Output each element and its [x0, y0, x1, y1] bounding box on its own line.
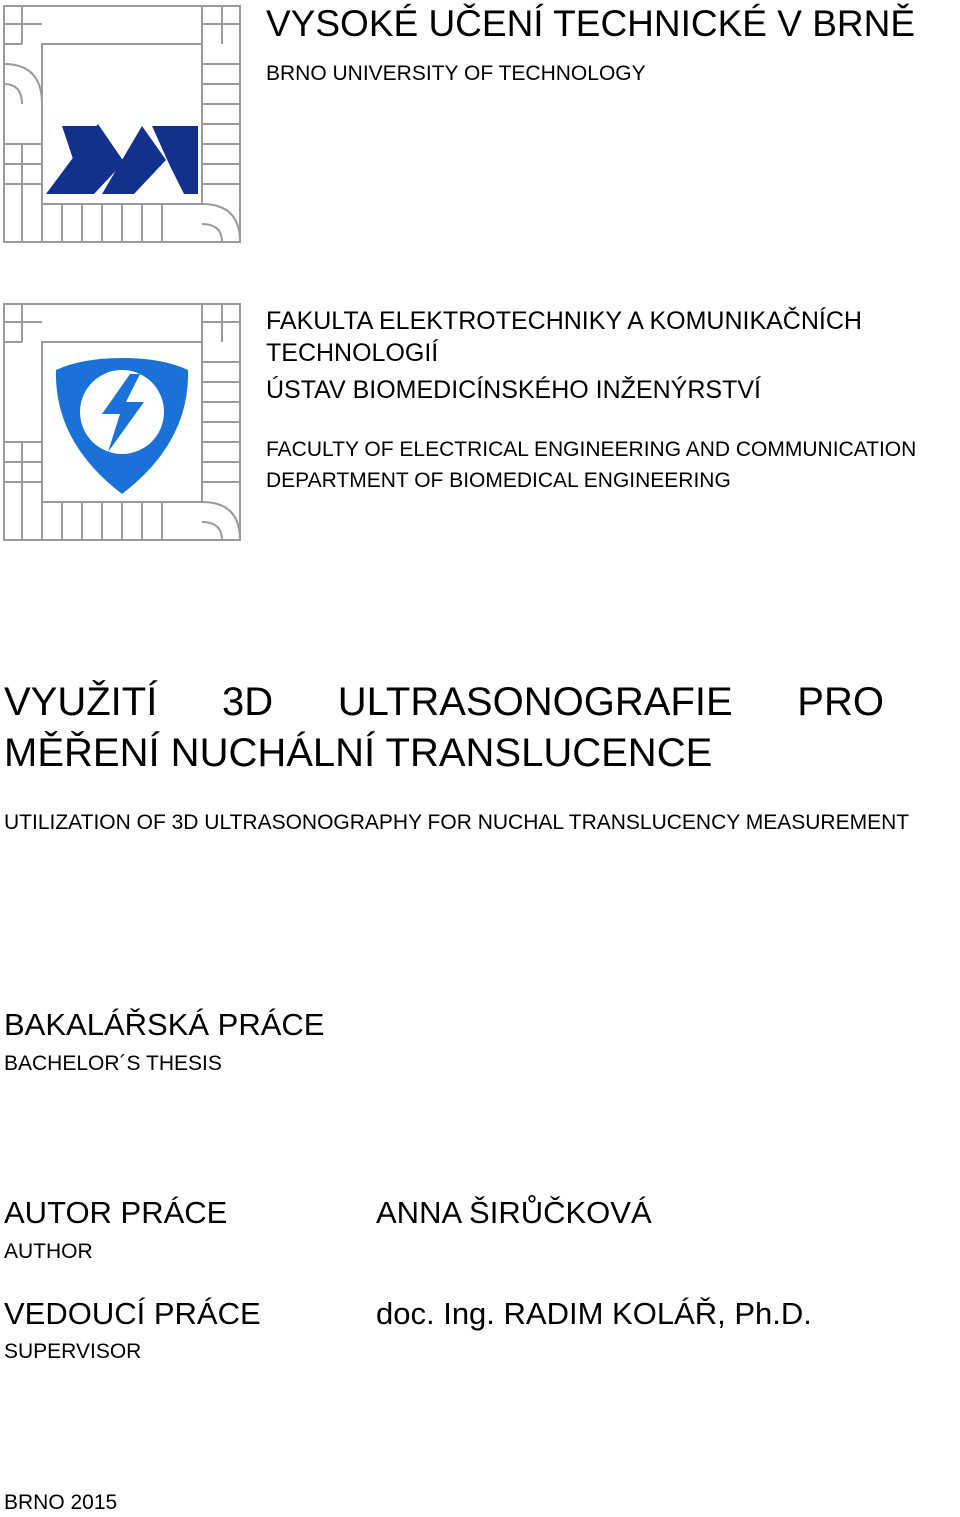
- title-word: ULTRASONOGRAFIE: [337, 680, 733, 724]
- university-logo-icon: [2, 4, 242, 244]
- author-label-cz: AUTOR PRÁCE: [4, 1195, 228, 1230]
- title-word: VYUŽITÍ: [4, 680, 158, 724]
- thesis-title-cz-line2: MĚŘENÍ NUCHÁLNÍ TRANSLUCENCE: [4, 731, 713, 775]
- thesis-type-cz: BAKALÁŘSKÁ PRÁCE: [4, 1007, 325, 1042]
- faculty-logo-icon: [2, 302, 242, 542]
- supervisor-label-en: SUPERVISOR: [4, 1340, 142, 1363]
- faculty-name-en: FACULTY OF ELECTRICAL ENGINEERING AND COMMUNICATION: [266, 438, 917, 461]
- place-year: BRNO 2015: [4, 1491, 118, 1514]
- supervisor-label-cz: VEDOUCÍ PRÁCE: [4, 1296, 261, 1331]
- faculty-name-cz-line1: FAKULTA ELEKTROTECHNIKY A KOMUNIKAČNÍCH: [266, 307, 862, 335]
- department-name-en: DEPARTMENT OF BIOMEDICAL ENGINEERING: [266, 469, 731, 492]
- thesis-title-en: UTILIZATION OF 3D ULTRASONOGRAPHY FOR NUCHAL TRANSLUCENCY MEASUREMENT: [4, 811, 910, 834]
- thesis-title-cz-line1: [4, 676, 884, 728]
- title-word: PRO: [797, 680, 884, 724]
- author-label-en: AUTHOR: [4, 1240, 93, 1263]
- author-name: ANNA ŠIRŮČKOVÁ: [376, 1195, 652, 1230]
- department-name-cz: ÚSTAV BIOMEDICÍNSKÉHO INŽENÝRSTVÍ: [266, 376, 761, 404]
- faculty-name-cz-line2: TECHNOLOGIÍ: [266, 339, 439, 367]
- supervisor-name: doc. Ing. RADIM KOLÁŘ, Ph.D.: [376, 1296, 812, 1331]
- thesis-type-en: BACHELOR´S THESIS: [4, 1052, 222, 1075]
- university-name-cz: VYSOKÉ UČENÍ TECHNICKÉ V BRNĚ: [266, 3, 916, 44]
- title-word: 3D: [221, 680, 274, 724]
- university-name-en: BRNO UNIVERSITY OF TECHNOLOGY: [266, 62, 646, 85]
